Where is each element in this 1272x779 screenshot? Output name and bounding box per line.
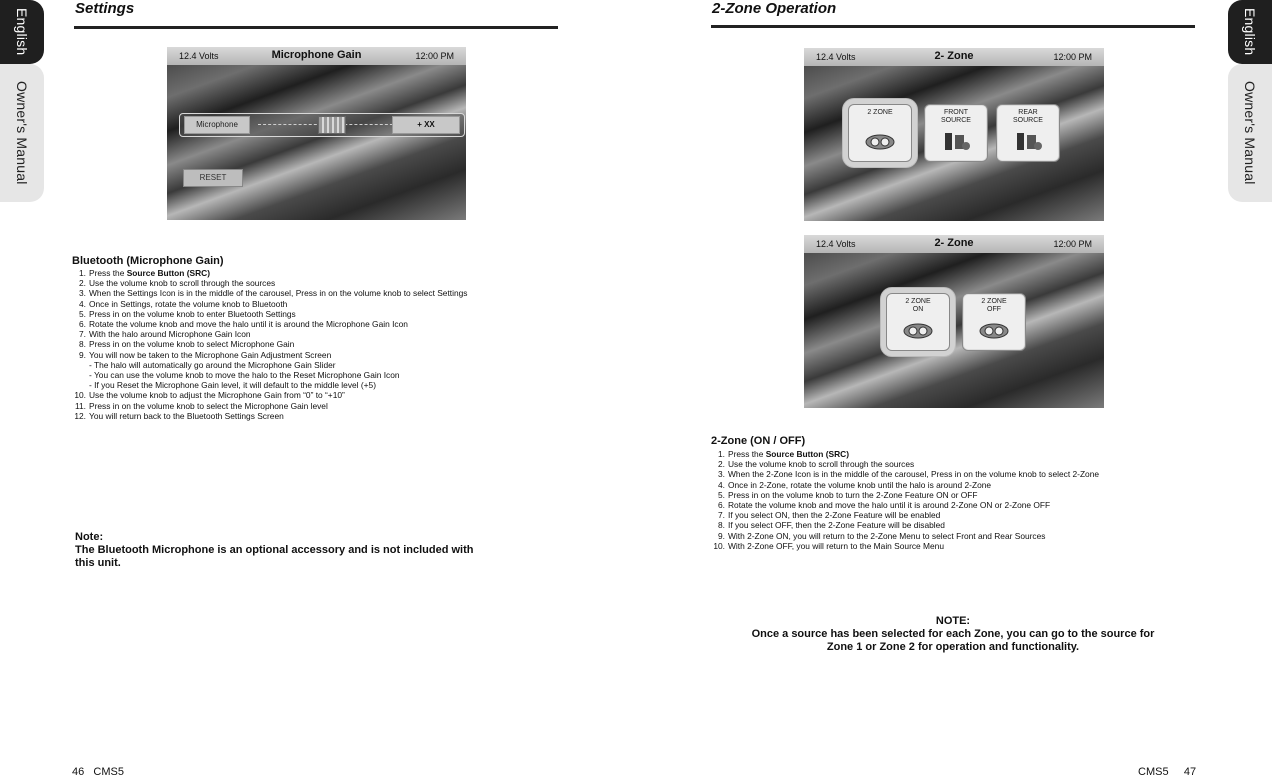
tab-label: Owner's Manual	[14, 81, 30, 185]
list-item	[711, 520, 1099, 530]
status-bar	[167, 47, 466, 65]
list-item	[72, 390, 467, 400]
two-zone-knob-icon	[903, 322, 933, 340]
step-text: Once in 2-Zone, rotate the volume knob until the halo is around 2-Zone	[728, 479, 992, 490]
title-rule	[711, 25, 1195, 28]
note-line: this unit.	[75, 557, 121, 569]
step-number: 7.	[718, 510, 725, 521]
right-footer	[1138, 766, 1196, 778]
two-zone-note	[711, 615, 1195, 654]
list-item	[72, 268, 467, 278]
step-number: 1.	[718, 449, 725, 459]
tab-label: English	[1242, 8, 1258, 56]
list-item	[72, 339, 467, 349]
step-number: 2.	[79, 278, 86, 289]
bluetooth-note	[75, 531, 473, 570]
voltage-readout: 12.4 Volts	[179, 51, 219, 61]
note-heading: NOTE:	[935, 615, 971, 627]
list-item	[72, 329, 467, 339]
two-zone-knob-icon	[979, 322, 1009, 340]
step-text: Use the volume knob to scroll through the sources	[728, 459, 915, 470]
two-zone-off-card	[962, 293, 1026, 351]
list-item	[711, 449, 1099, 459]
list-item	[711, 459, 1099, 469]
step-number: 12.	[74, 410, 86, 421]
note-line: Zone 1 or Zone 2 for operation and functionality.	[826, 641, 1080, 653]
step-text: If you select ON, then the 2-Zone Feature will be enabled	[728, 510, 941, 521]
list-item	[711, 510, 1099, 520]
card-label: 2 ZONE OFF	[981, 298, 1007, 313]
screen-title: 2- Zone	[934, 50, 974, 62]
section-title-2zone: 2-Zone (ON / OFF)	[711, 435, 806, 447]
list-item	[711, 500, 1099, 510]
step-number: 8.	[718, 520, 725, 531]
microphone-gain-value: + XX	[392, 116, 460, 134]
screen-title: 2- Zone	[934, 237, 974, 249]
microphone-gain-slider-thumb	[318, 116, 346, 134]
step-number: 10.	[74, 390, 86, 401]
step-text: Rotate the volume knob and move the halo until it is around 2-Zone ON or 2-Zone OFF	[728, 500, 1051, 511]
two-zone-menu-screenshot	[804, 48, 1104, 221]
list-item	[72, 309, 467, 319]
reset-button: RESET	[183, 169, 243, 187]
list-item	[711, 490, 1099, 500]
step-text: - If you Reset the Microphone Gain level, it will default to the middle level (+5)	[89, 380, 376, 391]
list-item	[72, 360, 467, 370]
step-text: Use the volume knob to adjust the Microphone Gain from “0” to “+10”	[89, 390, 345, 401]
two-zone-on-off-screenshot	[804, 235, 1104, 408]
left-footer	[72, 766, 124, 778]
step-text: When the 2-Zone Icon is in the middle of the carousel, Press in on the volume knob to select 2-Zone	[728, 469, 1100, 480]
list-item	[72, 299, 467, 309]
step-text: When the Settings Icon is in the middle of the carousel, Press in on the volume knob to select Settings	[89, 288, 468, 299]
step-text: Press in on the volume knob to enter Bluetooth Settings	[89, 308, 296, 319]
list-item	[72, 288, 467, 298]
list-item	[72, 380, 467, 390]
step-text: With 2-Zone OFF, you will return to the Main Source Menu	[728, 540, 944, 551]
step-text: Press in on the volume knob to select Microphone Gain	[89, 339, 295, 350]
step-text: Press in on the volume knob to turn the 2-Zone Feature ON or OFF	[728, 489, 978, 500]
step-number: 1.	[79, 268, 86, 278]
list-item	[72, 278, 467, 288]
tab-owners-manual-right[interactable]	[1228, 64, 1272, 202]
rear-source-devices-icon	[1013, 133, 1043, 151]
step-number: 2.	[718, 459, 725, 470]
step-number: 4.	[79, 298, 86, 309]
list-item	[72, 319, 467, 329]
model-name: CMS5	[1138, 766, 1169, 778]
front-source-card	[924, 104, 988, 162]
list-item	[711, 531, 1099, 541]
page-number: 46	[72, 766, 85, 778]
card-label: FRONT SOURCE	[941, 109, 971, 124]
two-zone-card	[848, 104, 912, 162]
two-zone-knob-icon	[865, 133, 895, 151]
step-text: With the halo around Microphone Gain Icon	[89, 329, 251, 340]
microphone-gain-row	[179, 113, 465, 137]
page-title-settings: Settings	[75, 0, 135, 17]
step-number: 8.	[79, 339, 86, 350]
rear-source-card	[996, 104, 1060, 162]
section-title-bluetooth: Bluetooth (Microphone Gain)	[72, 255, 224, 267]
step-bold-text: Source Button (SRC)	[126, 268, 210, 278]
bluetooth-steps-list	[72, 268, 467, 421]
front-source-devices-icon	[941, 133, 971, 151]
step-text: Press the	[728, 449, 766, 459]
two-zone-steps-list	[711, 449, 1099, 551]
step-number: 11.	[74, 400, 86, 411]
tab-owners-manual-left[interactable]	[0, 64, 44, 202]
step-text: - The halo will automatically go around the Microphone Gain Slider	[89, 359, 336, 370]
list-item	[72, 401, 467, 411]
card-label: 2 ZONE	[867, 109, 893, 116]
model-name: CMS5	[93, 766, 124, 778]
clock: 12:00 PM	[1053, 239, 1092, 249]
voltage-readout: 12.4 Volts	[816, 239, 856, 249]
list-item	[72, 370, 467, 380]
title-rule	[74, 26, 558, 29]
step-number: 5.	[718, 489, 725, 500]
tab-label: English	[14, 8, 30, 56]
step-number: 7.	[79, 329, 86, 340]
step-number: 9.	[79, 349, 86, 360]
step-text: If you select OFF, then the 2-Zone Feature will be disabled	[728, 520, 945, 531]
screen-title: Microphone Gain	[271, 49, 362, 61]
list-item	[711, 480, 1099, 490]
card-label: 2 ZONE ON	[905, 298, 931, 313]
microphone-gain-screenshot	[167, 47, 466, 220]
microphone-label: Microphone	[184, 116, 250, 134]
step-bold-text: Source Button (SRC)	[765, 449, 849, 459]
step-text: You will return back to the Bluetooth Settings Screen	[89, 410, 284, 421]
list-item	[72, 411, 467, 421]
voltage-readout: 12.4 Volts	[816, 52, 856, 62]
step-number: 6.	[79, 319, 86, 330]
step-text: Once in Settings, rotate the volume knob to Bluetooth	[89, 298, 288, 309]
step-number: 3.	[79, 288, 86, 299]
tab-english-right[interactable]	[1228, 0, 1272, 64]
note-line: The Bluetooth Microphone is an optional accessory and is not included with	[75, 544, 474, 556]
list-item	[711, 541, 1099, 551]
page-title-2zone: 2-Zone Operation	[712, 0, 837, 17]
list-item	[711, 469, 1099, 479]
tab-english-left[interactable]	[0, 0, 44, 64]
step-number: 6.	[718, 500, 725, 511]
step-number: 5.	[79, 308, 86, 319]
step-text: You will now be taken to the Microphone Gain Adjustment Screen	[89, 349, 332, 360]
card-label: REAR SOURCE	[1013, 109, 1043, 124]
two-zone-on-card	[886, 293, 950, 351]
step-text: Rotate the volume knob and move the halo until it is around the Microphone Gain Icon	[89, 319, 408, 330]
step-text: Use the volume knob to scroll through the sources	[89, 278, 276, 289]
step-text: Press in on the volume knob to select the Microphone Gain level	[89, 400, 328, 411]
step-text: With 2-Zone ON, you will return to the 2-Zone Menu to select Front and Rear Sources	[728, 530, 1046, 541]
note-heading: Note:	[75, 531, 104, 543]
tab-label: Owner's Manual	[1242, 81, 1258, 185]
step-number: 3.	[718, 469, 725, 480]
step-text: - You can use the volume knob to move the halo to the Reset Microphone Gain Icon	[89, 370, 400, 381]
step-text: Press the	[89, 268, 127, 278]
step-number: 10.	[713, 540, 725, 551]
status-bar	[804, 48, 1104, 66]
step-number: 4.	[718, 479, 725, 490]
list-item	[72, 350, 467, 360]
clock: 12:00 PM	[415, 51, 454, 61]
step-number: 9.	[718, 530, 725, 541]
note-line: Once a source has been selected for each Zone, you can go to the source for	[751, 628, 1155, 640]
page-number: 47	[1183, 766, 1197, 778]
clock: 12:00 PM	[1053, 52, 1092, 62]
status-bar	[804, 235, 1104, 253]
